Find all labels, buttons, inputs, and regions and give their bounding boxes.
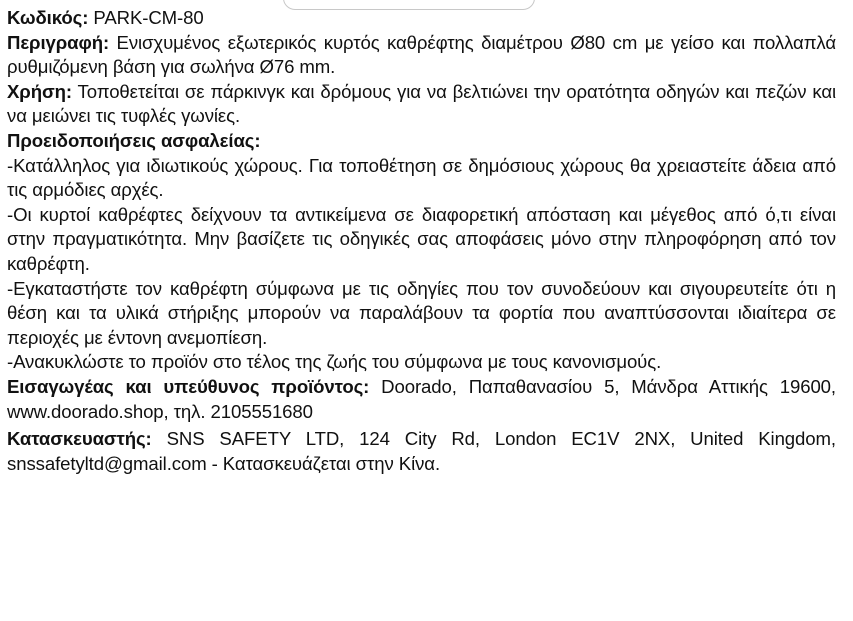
description-text: Ενισχυμένος εξωτερικός κυρτός καθρέφτης διαμέτρου Ø80 cm με γείσο και πολλαπλά ρυθμιζόμενη βάση για σωλήνα Ø76 mm.	[7, 31, 836, 78]
usage-paragraph	[7, 80, 836, 129]
manufacturer-text: SNS SAFETY LTD, 124 City Rd, London EC1V 2NX, United Kingdom, snssafetyltd@gmail.com - Κατασκευάζεται στην Κίνα.	[7, 428, 836, 474]
manufacturer-label: Κατασκευαστής:	[7, 428, 152, 450]
safety-heading: Προειδοποιήσεις ασφαλείας:	[7, 129, 261, 151]
code-line	[7, 6, 836, 31]
importer-paragraph	[7, 375, 836, 424]
manufacturer-paragraph	[7, 427, 836, 476]
importer-label: Εισαγωγέας και υπεύθυνος προϊόντος:	[7, 375, 370, 397]
usage-text: Τοποθετείται σε πάρκινγκ και δρόμους για να βελτιώνει την ορατότητα οδηγών και πεζών και να μειώνει τις τυφλές γωνίες.	[7, 80, 836, 127]
safety-item: -Ανακυκλώστε το προϊόν στο τέλος της ζωής του σύμφωνα με τους κανονισμούς.	[7, 351, 662, 373]
safety-item: -Οι κυρτοί καθρέφτες δείχνουν τα αντικείμενα σε διαφορετική απόσταση και μέγεθος από ό,τι είναι στην πραγματικότητα. Μην βασίζετε τις οδηγικές σας αποφάσεις μόνο στην πληροφόρηση από τον καθρέφτη.	[7, 203, 836, 274]
importer-text: Doorado, Παπαθανασίου 5, Μάνδρα Αττικής 19600, www.doorado.shop, τηλ. 2105551680	[7, 375, 836, 422]
safety-item: -Κατάλληλος για ιδιωτικούς χώρους. Για τοποθέτηση σε δημόσιους χώρους θα χρειαστείτε άδεια από τις αρμόδιες αρχές.	[7, 154, 836, 201]
usage-label: Χρήση:	[7, 80, 72, 102]
product-label-document	[7, 6, 836, 476]
description-label: Περιγραφή:	[7, 31, 110, 53]
code-value: PARK-CM-80	[88, 7, 204, 28]
description-paragraph	[7, 31, 836, 80]
safety-item: -Εγκαταστήστε τον καθρέφτη σύμφωνα με τις οδηγίες που τον συνοδεύουν και σιγουρευτείτε ότι η θέση και τα υλικά στήριξης μπορούν να παραλάβουν τα φορτία που αναπτύσσονται ιδιαίτερα σε περιοχές με έντονη ανεμοπίεση.	[7, 277, 836, 348]
code-label: Κωδικός:	[7, 7, 89, 28]
